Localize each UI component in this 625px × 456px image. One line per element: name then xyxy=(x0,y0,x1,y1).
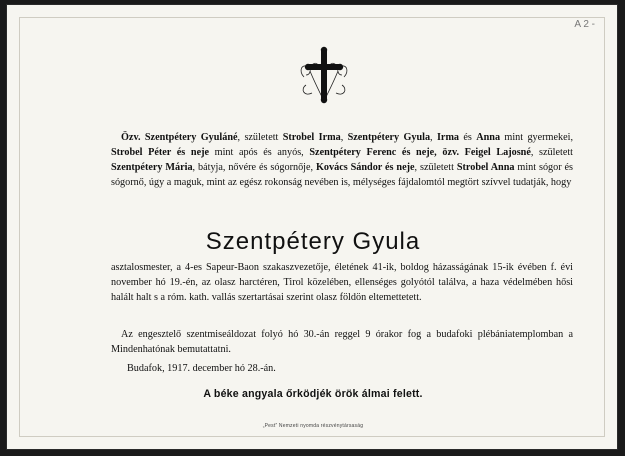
intro-part: Irma xyxy=(436,132,460,143)
obituary-card xyxy=(6,4,618,450)
intro-part: Szentpétery Ferenc és neje, özv. Feigel Lajosné xyxy=(309,147,531,159)
intro-part: Anna xyxy=(476,132,501,143)
intro-part: Szentpétery Gyula xyxy=(347,132,431,143)
intro-part: Kovács Sándor és neje xyxy=(316,162,415,174)
farewell-line: A béke angyala őrködjék örök álmai felett. xyxy=(203,388,423,400)
intro-part: , xyxy=(340,132,348,143)
deceased-name: Szentpétery Gyula xyxy=(205,228,421,255)
intro-part: , született xyxy=(414,162,457,174)
place-date: Budafok, 1917. december hó 28.-án. xyxy=(127,363,276,374)
intro-part: mint sógor és sógornő, úgy a maguk, mint az egész rokonság nevében is, mélységes fájdalomtól megtört szívvel tudatják, hogy xyxy=(111,162,574,189)
intro-part: , bátyja, nővére és sógornője, xyxy=(192,162,316,174)
intro-part: mint após és anyós, xyxy=(209,147,310,159)
intro-part: Strobel Anna xyxy=(456,162,515,174)
intro-part: , született xyxy=(237,132,283,143)
corner-pencil-mark: A 2 - xyxy=(574,19,595,30)
intro-part: , xyxy=(430,132,437,143)
printer-imprint: „Pest” Nemzeti nyomda részvénytársaság xyxy=(262,423,364,429)
intro-part: Strobel Péter és neje xyxy=(111,147,210,159)
intro-part: Szentpétery Mária xyxy=(111,162,193,174)
intro-part: és xyxy=(459,132,477,143)
intro-part: Özv. Szentpétery Gyuláné xyxy=(121,132,238,143)
intro-part: Strobel Irma xyxy=(282,132,341,143)
death-details: asztalosmester, a 4-es Sapeur-Baon szakaszvezetője, életének 41-ik, boldog házasságának 15-ik évében f. évi november hó 19.-én, az olasz harctéren, Tirol közelében, ellenséges golyótól találva, a haza védelmében hősi halált halt s a róm. kath. vallás szertartásai szerint olasz földön eltemettetett. xyxy=(111,262,573,303)
intro-part: mint gyermekei, xyxy=(500,132,573,143)
cross-icon xyxy=(294,45,354,107)
announcement-intro xyxy=(111,130,573,190)
intro-part: , született xyxy=(530,147,574,159)
mass-announcement: Az engesztelő szentmiseáldozat folyó hó 30.-án reggel 9 órakor fog a budafoki plébániatemplomban a Mindenhatónak bemutattatni. xyxy=(111,329,573,355)
